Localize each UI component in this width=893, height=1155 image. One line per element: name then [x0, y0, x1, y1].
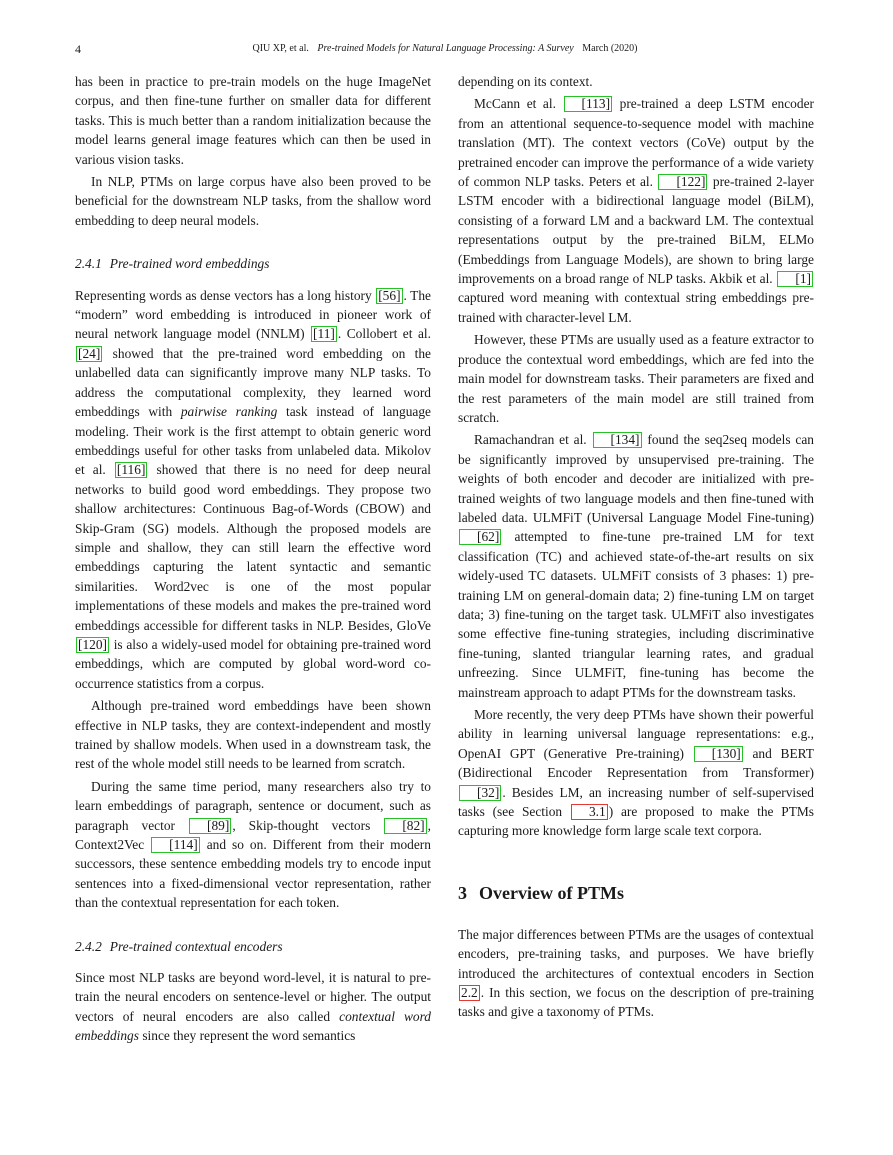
- paragraph: [458, 925, 814, 1022]
- paragraph: [75, 286, 431, 694]
- subsection-number: 2.4.2: [75, 938, 102, 954]
- text-run: ) are proposed to make the PTMs capturing more knowledge form large scale text corpora.: [458, 804, 815, 839]
- paragraph: [458, 94, 814, 327]
- text-run: and so on. Different from their modern successors, these sentence embedding models try to encode input sentences into a fixed-dimensional vector representation, rather than the contextual representation for each token.: [75, 837, 431, 911]
- text-run: Representing words as dense vectors has a long history: [75, 287, 372, 303]
- citation-link[interactable]: [116]: [116, 462, 146, 478]
- paragraph: [458, 430, 814, 702]
- page-header: [75, 41, 815, 57]
- emphasis: contextual word embeddings: [75, 1008, 432, 1044]
- text-run: showed that there is no need for deep neural networks to build good word embeddings. They propose two shallow architectures: Continuous Bag-of-Words (CBOW) and Skip-Gram (SG) models. Although the proposed models are simple and shallow, they can still learn the effective word embeddings capturing the latent syntactic and semantic similarities. Word2vec is one of the most popular implementations of these models and makes the pre-trained word embeddings accessible for different tasks in NLP. Besides, GloVe: [75, 462, 431, 633]
- text-run: found the seq2seq models can be significantly improved by unsupervised pre-training. The weights of both encoder and decoder are initialized with pre-trained weights of two language models and then fine-tuned with labeled data. ULMFiT (Universal Language Model Fine-tuning): [458, 432, 814, 525]
- citation-link[interactable]: [11]: [313, 326, 335, 342]
- text-run: is also a widely-used model for obtaining pre-trained word embeddings, which are computed by global word-word co-occurrence statistics from a corpus.: [75, 636, 431, 691]
- citation-link[interactable]: [32]: [459, 785, 501, 801]
- citation-link[interactable]: [82]: [384, 818, 426, 834]
- citation-link[interactable]: [122]: [658, 174, 707, 190]
- section-reference-link[interactable]: 3.1: [571, 804, 608, 820]
- text-run: McCann et al.: [474, 96, 556, 112]
- paragraph: [458, 705, 814, 841]
- subsection-number: 2.4.1: [75, 256, 102, 272]
- text-run: Ramachandran et al.: [474, 432, 587, 448]
- citation-link[interactable]: [62]: [459, 529, 501, 545]
- paragraph: Although pre-trained word embeddings have been shown effective in NLP tasks, they are context-independent and mostly trained by shallow models. When used in a downstream task, the rest of the whole model still needs to be learned from scratch.: [75, 698, 431, 772]
- text-run: . In this section, we focus on the description of pre-training tasks and give a taxonomy of PTMs.: [458, 985, 814, 1020]
- text-run: attempted to fine-tune pre-trained LM for text classification (TC) and achieved state-of-the-art results on six widely-used TC datasets. ULMFiT consists of 3 phases: 1) pre-training LM on general-domain data; 2) fine-tuning LM on target data; 3) fine-tuning on the target task. ULMFiT also investigates some effective fine-tuning strategies, including discriminative fine-tuning, slanted triangular learning rates, and gradual unfreezing. Since ULMFiT, fine-tuning has become the mainstream approach to adapt PTMs for the downstream tasks.: [458, 529, 814, 700]
- right-column: [458, 72, 814, 1022]
- header-title: Pre-trained Models for Natural Language Processing: A Survey: [317, 43, 574, 54]
- text-run: showed that the pre-trained word embedding on the unlabelled data can significantly improve many NLP tasks. To address the computational complexity, they learned word embeddings with: [75, 345, 431, 420]
- citation-link[interactable]: [1]: [777, 271, 813, 287]
- section-title: Overview of PTMs: [479, 882, 624, 903]
- text-run: . Collobert et al.: [337, 326, 431, 342]
- subsection-title: Pre-trained contextual encoders: [109, 938, 283, 954]
- paragraph: In NLP, PTMs on large corpus have also been proved to be beneficial for the downstream NLP tasks, from the shallow word embedding to deep neural models.: [75, 174, 431, 228]
- citation-link[interactable]: [56]: [378, 287, 401, 303]
- text-run: Since most NLP tasks are beyond word-level, it is natural to pre-train the neural encoders on sentence-level or higher. The output vectors of neural encoders are also called: [75, 970, 431, 1024]
- text-run: pre-trained a deep LSTM encoder from an attentional sequence-to-sequence model with machine translation (MT). The context vectors (CoVe) output by the pretrained encoder can improve the performance of a wide variety of common NLP tasks. Peters et al.: [458, 96, 814, 190]
- text-run: captured word meaning with contextual string embeddings pre-trained with character-level LM.: [458, 290, 814, 325]
- text-run: since they represent the word semantics: [142, 1028, 356, 1044]
- citation-link[interactable]: [113]: [564, 96, 613, 112]
- emphasis: pairwise ranking: [180, 404, 278, 420]
- subsection-heading: [75, 937, 431, 956]
- section-number: 3: [458, 882, 467, 903]
- text-run: , Context2Vec: [75, 817, 431, 853]
- running-header: [75, 41, 815, 57]
- text-run: pre-trained 2-layer LSTM encoder with a bidirectional language model (BiLM), consisting of a forward LM and a backward LM. The contextual representations output by the pre-trained BiLM, ELMo (Embeddings from Language Models), are shown to bring large improvements on a broad range of NLP tasks. Akbik et al.: [458, 174, 814, 287]
- citation-link[interactable]: [89]: [189, 818, 231, 834]
- paragraph: However, these PTMs are usually used as a feature extractor to produce the contextual word embeddings, which are fed into the main model for downstream tasks. Their parameters are fixed and the rest parameters of the main model are still trained from scratch.: [458, 332, 814, 425]
- header-authors: QIU XP, et al.: [252, 43, 309, 54]
- text-run: , Skip-thought vectors: [232, 817, 371, 833]
- subsection-title: Pre-trained word embeddings: [109, 256, 270, 272]
- paragraph: [75, 777, 431, 913]
- text-run: . Besides LM, an increasing number of self-supervised tasks (see Section: [458, 784, 814, 820]
- paragraph: [75, 968, 431, 1046]
- paragraph: depending on its context.: [458, 74, 593, 89]
- paragraph: has been in practice to pre-train models on the huge ImageNet corpus, and then fine-tune further on smaller data for different tasks. This is much better than a random initialization because the model learns general image features which can then be used in various vision tasks.: [75, 74, 431, 167]
- page-number: 4: [75, 42, 81, 56]
- text-run: More recently, the very deep PTMs have shown their powerful ability in learning universal language representations: e.g., OpenAI GPT (Generative Pre-training): [458, 707, 814, 761]
- citation-link[interactable]: [120]: [78, 636, 108, 652]
- text-run: The major differences between PTMs are the usages of contextual encoders, pre-training tasks, and purposes. We have briefly introduced the architectures of contextual encoders in Section: [458, 926, 814, 981]
- left-column: [75, 72, 431, 1046]
- citation-link[interactable]: [134]: [593, 432, 642, 448]
- citation-link[interactable]: [130]: [694, 746, 743, 762]
- text-run: . The “modern” word embedding is introduced in pioneer work of neural network language model (NNLM): [75, 287, 431, 342]
- section-reference-link[interactable]: 2.2: [461, 985, 478, 1001]
- text-run: and BERT (Bidirectional Encoder Representation from Transformer): [458, 745, 814, 781]
- section-heading: [458, 881, 814, 905]
- text-run: During the same time period, many researchers also try to learn embeddings of paragraph, sentence or document, such as paragraph vector: [75, 778, 431, 833]
- text-run: task instead of language modeling. Their work is the first attempt to obtain generic word embeddings useful for other tasks from unlabeled data. Mikolov et al.: [75, 404, 431, 478]
- citation-link[interactable]: [114]: [151, 837, 200, 853]
- citation-link[interactable]: [24]: [78, 345, 101, 361]
- header-date: March (2020): [582, 43, 638, 54]
- subsection-heading: [75, 254, 431, 273]
